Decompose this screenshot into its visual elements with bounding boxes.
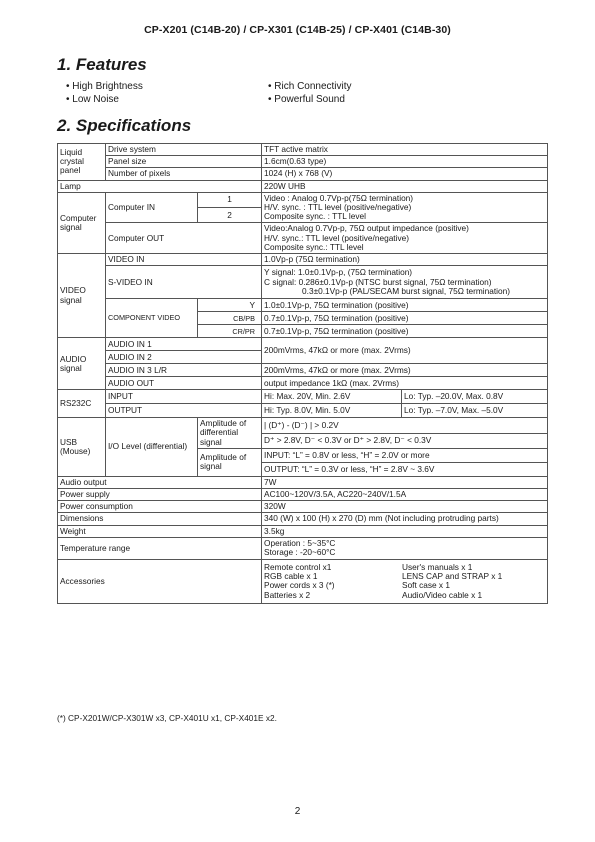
spec-sublabel: Amplitude of signal — [198, 448, 262, 476]
spec-value: 0.7±0.1Vp-p, 75Ω termination (positive) — [262, 312, 548, 325]
spec-group-label: Computer signal — [58, 192, 106, 253]
spec-label: Audio output — [58, 476, 262, 488]
spec-value: AC100~120V/3.5A, AC220~240V/1.5A — [262, 489, 548, 501]
specifications-heading: 2. Specifications — [57, 116, 192, 135]
spec-value: output impedance 1kΩ (max. 2Vrms) — [262, 377, 548, 390]
spec-label: AUDIO OUT — [106, 377, 262, 390]
spec-value: 220W UHB — [262, 180, 548, 192]
spec-label: Power supply — [58, 489, 262, 501]
spec-value: Operation : 5~35°C Storage : -20~60°C — [262, 537, 548, 559]
specifications-table — [57, 143, 548, 604]
spec-value: 200mVrms, 47kΩ or more (max. 2Vrms) — [262, 338, 548, 364]
port-number: 1 — [198, 192, 262, 207]
features-heading: 1. Features — [57, 55, 147, 74]
spec-value: 3.5kg — [262, 525, 548, 537]
spec-group-label: VIDEO signal — [58, 254, 106, 338]
spec-label: AUDIO IN 1 — [106, 338, 262, 351]
component-channel: Y — [198, 299, 262, 312]
spec-value: 200mVrms, 47kΩ or more (max. 2Vrms) — [262, 364, 548, 377]
spec-value: Remote control x1 RGB cable x 1 Power cords x 3 (*) Batteries x 2 User's manuals x 1 LENS CAP and STRAP x 1 Soft case x 1 Audio/Video cable x 1 — [262, 559, 548, 603]
spec-value: 1.0Vp-p (75Ω termination) — [262, 254, 548, 266]
spec-value: Lo: Typ. –7.0V, Max. –5.0V — [402, 404, 548, 418]
spec-value: TFT active matrix — [262, 144, 548, 156]
spec-label: COMPONENT VIDEO — [106, 299, 198, 338]
page-number: 2 — [294, 806, 301, 817]
spec-label: Dimensions — [58, 513, 262, 525]
spec-value: 1024 (H) x 768 (V) — [262, 168, 548, 180]
spec-label: Power consumption — [58, 501, 262, 513]
spec-group-label: Liquid crystal panel — [58, 144, 106, 181]
spec-label: Drive system — [106, 144, 262, 156]
spec-label: Temperature range — [58, 537, 262, 559]
spec-value: 340 (W) x 100 (H) x 270 (D) mm (Not including protruding parts) — [262, 513, 548, 525]
port-number: 2 — [198, 208, 262, 223]
spec-value: Hi: Typ. 8.0V, Min. 5.0V — [262, 404, 402, 418]
feature-item: • Low Noise — [66, 94, 143, 107]
spec-value: 1.6cm(0.63 type) — [262, 156, 548, 168]
spec-label: INPUT — [106, 390, 262, 404]
spec-label: Weight — [58, 525, 262, 537]
spec-value: 0.7±0.1Vp-p, 75Ω termination (positive) — [262, 325, 548, 338]
spec-group-label: RS232C — [58, 390, 106, 418]
spec-label: Number of pixels — [106, 168, 262, 180]
spec-value: OUTPUT: “L” = 0.3V or less, “H” = 2.8V ~ 3.6V — [262, 462, 548, 476]
spec-value: 320W — [262, 501, 548, 513]
spec-sublabel: Amplitude of differential signal — [198, 418, 262, 449]
spec-label: Lamp — [58, 180, 262, 192]
spec-group-label: AUDIO signal — [58, 338, 106, 390]
spec-value: 7W — [262, 476, 548, 488]
spec-label: Computer IN — [106, 192, 198, 223]
spec-label: I/O Level (differential) — [106, 418, 198, 477]
page-header: CP-X201 (C14B-20) / CP-X301 (C14B-25) / CP-X401 (C14B-30) — [144, 24, 451, 36]
spec-value: Y signal: 1.0±0.1Vp-p, (75Ω termination) C signal: 0.286±0.1Vp-p (NTSC burst signal, 75Ω termination) 0.3±0.1Vp-p (PAL/SECAM burst signal, 75Ω termination) — [262, 266, 548, 299]
component-channel: CB/PB — [198, 312, 262, 325]
feature-item: • Rich Connectivity — [268, 81, 352, 94]
footnote: (*) CP-X201W/CP-X301W x3, CP-X401U x1, CP-X401E x2. — [57, 713, 277, 723]
spec-group-label: USB (Mouse) — [58, 418, 106, 477]
spec-value: Hi: Max. 20V, Min. 2.6V — [262, 390, 402, 404]
spec-value: Lo: Typ. –20.0V, Max. 0.8V — [402, 390, 548, 404]
spec-label: Accessories — [58, 559, 262, 603]
spec-value: Video:Analog 0.7Vp-p, 75Ω output impedance (positive) H/V. sync.: TTL level (positive/negative) Composite sync.: TTL level — [262, 223, 548, 254]
component-channel: CR/PR — [198, 325, 262, 338]
spec-value: Video : Analog 0.7Vp-p(75Ω termination) H/V. sync. : TTL level (positive/negative) Composite sync. : TTL level — [262, 192, 548, 223]
feature-item: • Powerful Sound — [268, 94, 352, 107]
spec-value: INPUT: “L” = 0.8V or less, “H” = 2.0V or more — [262, 448, 548, 462]
spec-label: Computer OUT — [106, 223, 262, 254]
spec-label: AUDIO IN 3 L/R — [106, 364, 262, 377]
spec-label: S-VIDEO IN — [106, 266, 262, 299]
spec-value: 1.0±0.1Vp-p, 75Ω termination (positive) — [262, 299, 548, 312]
spec-value: D⁺ > 2.8V, D⁻ < 0.3V or D⁺ > 2.8V, D⁻ < 0.3V — [262, 433, 548, 448]
spec-label: Panel size — [106, 156, 262, 168]
feature-item: • High Brightness — [66, 81, 143, 94]
spec-value: | (D⁺) - (D⁻) | > 0.2V — [262, 418, 548, 433]
spec-label: AUDIO IN 2 — [106, 351, 262, 364]
spec-label: OUTPUT — [106, 404, 262, 418]
spec-label: VIDEO IN — [106, 254, 262, 266]
